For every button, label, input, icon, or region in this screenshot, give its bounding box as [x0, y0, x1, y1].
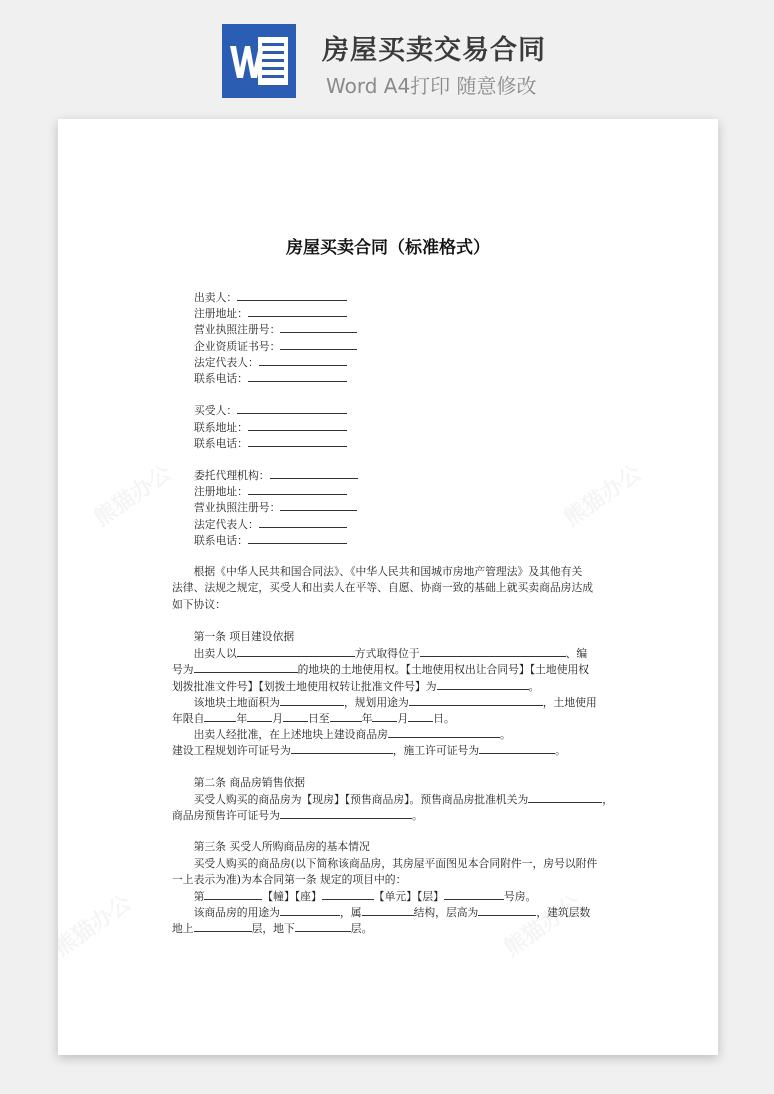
- article-2-line: 买受人购买的商品房为【现房】【预售商品房】。预售商品房批准机关为 ，: [193, 792, 614, 806]
- article-3-line: 一上表示为准)为本合同第一条 规定的项目中的：: [172, 872, 407, 886]
- document-body: [172, 289, 614, 937]
- article-1-line: 该地块土地面积为 ，规划用途为 ，土地使用: [193, 695, 597, 709]
- document-page: [58, 119, 718, 1055]
- article-1-line: 年限自 年 月 日至 年 月 日。: [172, 711, 455, 725]
- agent-rep-line: 法定代表人：: [172, 516, 602, 532]
- article-2-line: 商品房预售许可证号为 。: [172, 809, 423, 822]
- buyer-phone-line: 联系电话：: [172, 435, 602, 451]
- agent-license-line: 营业执照注册号：: [172, 499, 602, 515]
- preamble-line: 如下协议：: [172, 597, 226, 611]
- article-1-line: 建设工程规划许可证号为 ，施工许可证号为 。: [172, 744, 566, 758]
- buyer-name-line: 买受人：: [172, 402, 602, 418]
- word-icon: [222, 24, 296, 98]
- banner-subtitle: Word A4打印 随意修改: [326, 74, 537, 98]
- article-1-line: 划拨批准文件号】【划拨土地使用权转让批准文件号】为 。: [172, 679, 540, 693]
- preamble-line: 法律、法规之规定，买受人和出卖人在平等、自愿、协商一致的基础上就买卖商品房达成: [172, 581, 594, 595]
- buyer-address-line: 联系地址：: [172, 419, 602, 435]
- article-3-line: 买受人购买的商品房(以下简称该商品房，其房屋平面图见本合同附件一，房号以附件: [193, 856, 598, 870]
- seller-address-line: 注册地址：: [172, 305, 602, 321]
- seller-name-line: 出卖人：: [172, 289, 602, 305]
- seller-phone-line: 联系电话：: [172, 370, 602, 386]
- agent-address-line: 注册地址：: [172, 483, 602, 499]
- agent-phone-line: 联系电话：: [172, 532, 602, 548]
- article-2-heading: 第二条 商品房销售依据: [193, 775, 305, 789]
- banner-title: 房屋买卖交易合同: [322, 35, 546, 66]
- seller-cert-line: 企业资质证书号：: [172, 338, 602, 354]
- agent-name-line: 委托代理机构：: [172, 467, 602, 483]
- article-3-heading: 第三条 买受人所购商品房的基本情况: [193, 840, 370, 854]
- preamble-line: 根据《中华人民共和国合同法》、《中华人民共和国城市房地产管理法》及其他有关: [193, 565, 583, 579]
- seller-license-line: 营业执照注册号：: [172, 321, 602, 337]
- document-title: 房屋买卖合同（标准格式）: [286, 238, 490, 258]
- article-1-line: 号为 的地块的土地使用权。【土地使用权出让合同号】【土地使用权: [172, 663, 590, 677]
- banner: [0, 0, 774, 118]
- article-1-line: 出卖人以 方式取得位于 、编: [193, 647, 588, 661]
- article-3-line: 地上 层，地下 层。: [172, 922, 373, 936]
- article-1-line: 出卖人经批准，在上述地块上建设商品房 。: [193, 728, 511, 742]
- article-3-line: 该商品房的用途为 ，属 结构，层高为 ，建筑层数: [193, 906, 591, 920]
- article-1-heading: 第一条 项目建设依据: [193, 629, 295, 643]
- seller-rep-line: 法定代表人：: [172, 354, 602, 370]
- article-3-line: 第 【幢】【座】 【单元】【层】 号房。: [193, 889, 537, 903]
